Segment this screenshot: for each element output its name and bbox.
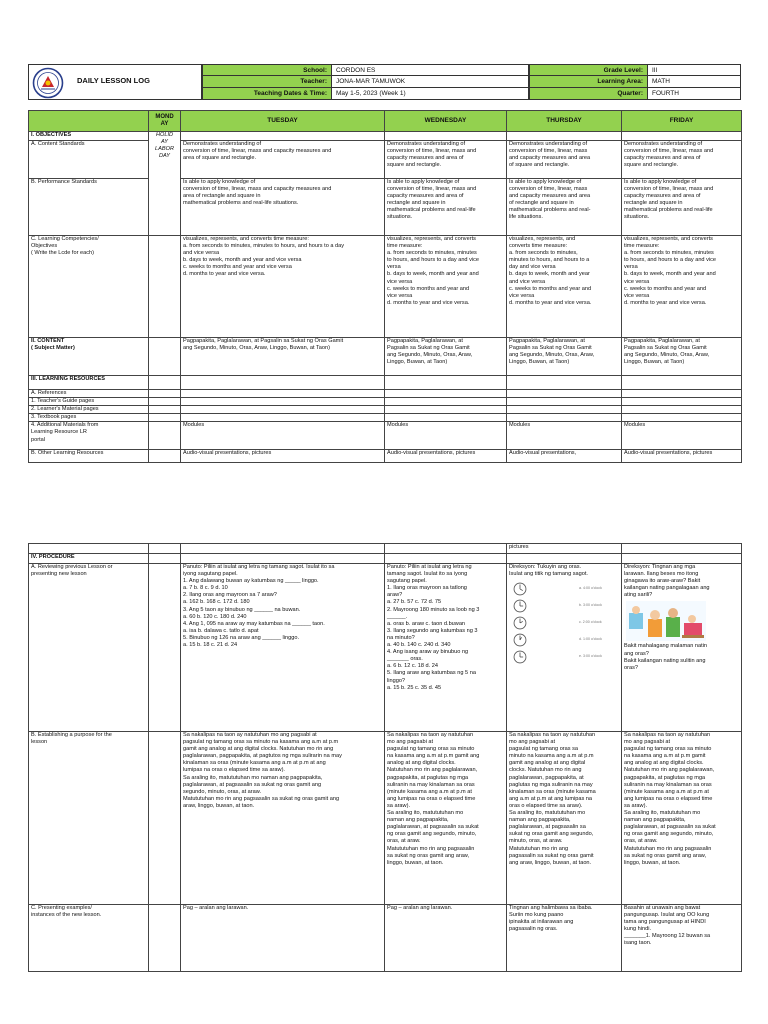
objectives-section-row: [29, 132, 742, 141]
other-resources-thursday: Audio-visual presentations,: [507, 450, 622, 463]
teacher-label: Teacher:: [202, 76, 331, 87]
school-label: School:: [202, 65, 331, 75]
content-standards-tuesday: Demonstrates understanding of conversion of time, linear, mass and capacity measures and area of square and rectangle.: [181, 141, 385, 179]
additional-materials-row: [29, 422, 742, 450]
clock-answer-label: e. 3:00 o'clock: [579, 654, 602, 659]
content-standards-thursday: Demonstrates understanding of conversion of time, linear, mass and capacity measures and area of square and rectangle.: [507, 141, 622, 179]
carryover-row: [29, 544, 742, 554]
tuesday-header: TUESDAY: [181, 111, 385, 132]
content-wednesday: Pagpapakita, Paglalarawan, at Pagsalin sa Sukat ng Oras Gamit ang Segundo, Minuto, Oras, Araw, Linggo, Buwan, at Taon): [385, 338, 507, 376]
teachers-guide-label: 1. Teacher's Guide pages: [29, 398, 149, 406]
grade-label: Grade Level:: [529, 65, 647, 75]
header: [28, 64, 741, 100]
area-label: Learning Area:: [529, 76, 647, 87]
monday-holiday-cell: HOLID AY LABOR DAY: [149, 132, 181, 236]
performance-standards-row: [29, 179, 742, 236]
references-row: [29, 390, 742, 398]
establishing-purpose-label: B. Establishing a purpose for the lesson: [29, 732, 149, 905]
presenting-examples-wednesday: Pag – aralan ang larawan.: [385, 905, 507, 972]
friday-directions: Direksyon: Tingnan ang mga larawan. Ilang beses mo itong ginagawa ito araw-araw? Bakit kailangan nating pangalagaan ang ating sarili?: [624, 564, 710, 599]
analog-clock-icon: [513, 582, 527, 596]
reviewing-lesson-wednesday: Panuto: Piliin at isulat ang letra ng tamang sagot. Isulat ito sa iyong sagutang papel. 1. Ilang oras mayroon sa tatlong araw? a. 27 b. 57 c. 72 d. 75 2. Mayroong 180 minuto sa loob ng 3 ______. a. oras b. araw c. taon d.buwan 3. Ilang segundo ang katumbas ng 3 na minuto? a. 40 b. 140 c. 240 d. 340 4. Ang isang araw ay binubuo ng _______ oras. a. 6 b. 12 c. 18 d. 24 5. Ilang araw ang katumbas ng 5 na linggo? a. 15 b. 25 c. 35 d. 45: [385, 564, 507, 732]
clock-row: [509, 580, 619, 597]
day-header-row: [29, 111, 742, 132]
children-activities-illustration: [626, 601, 706, 641]
clock-answer-label: c. 2:00 o'clock: [579, 620, 602, 625]
competencies-wednesday: visualizes, represents, and converts time measure: a. from seconds to minutes, minutes to hours, and hours to a day and vice versa b. days to week, month and year and vice versa c. weeks to months and year and vice versa d. months to year and vice versa.: [385, 236, 507, 338]
reviewing-lesson-friday: [622, 564, 742, 732]
textbook-row: [29, 414, 742, 422]
clock-figure: [509, 580, 619, 665]
teachers-guide-row: [29, 398, 742, 406]
clock-answer-label: b. 3:00 o'clock: [579, 603, 602, 608]
content-standards-wednesday: Demonstrates understanding of conversion of time, linear, mass and capacity measures and area of square and rectangle.: [385, 141, 507, 179]
performance-standards-label: B. Performance Standards: [29, 179, 149, 236]
analog-clock-icon: [513, 650, 527, 664]
clock-answer-label: d. 1:00 o'clock: [579, 637, 602, 642]
resources-section-row: [29, 376, 742, 390]
references-label: A. References: [29, 390, 149, 398]
teacher-value: JONA-MAR TAMUWOK: [331, 76, 529, 87]
document-title: DAILY LESSON LOG: [77, 76, 150, 85]
wednesday-header: WEDNESDAY: [385, 111, 507, 132]
objectives-section-label: I. OBJECTIVES: [29, 132, 149, 141]
reviewing-lesson-tuesday: Panuto: Piliin at isulat ang letra ng tamang sagot. Isulat ito sa iyong sagutang papel. 1. Ang dalawang buwan ay katumbas ng _____ linggo. a. 7 b. 8 c. 9 d. 10 2. Ilang oras ang mayroon sa 7 araw? a. 162 b. 168 c. 172 d. 180 3. Ang 5 taon ay binubuo ng ______ na buwan. a. 60 b. 120 c. 180 d. 240 4. Ang 1, 095 na araw ay may katumbas na ______ taon. a. isa b. dalawa c. tatlo d. apat 5. Binubuo ng 126 na araw ang ______ linggo. a. 15 b. 18 c. 21 d. 24: [181, 564, 385, 732]
clock-answer-label: a. 4:00 o'clock: [579, 586, 602, 591]
learners-material-row: [29, 406, 742, 414]
performance-standards-thursday: Is able to apply knowledge of conversion of time, linear, mass and capacity measures and area of rectangle and square in mathematical problems and real- life situations.: [507, 179, 622, 236]
content-standards-row: [29, 141, 742, 179]
header-school-info: [202, 64, 529, 100]
reviewing-lesson-label: A. Reviewing previous Lesson or presenting new lesson: [29, 564, 149, 732]
content-friday: Pagpapakita, Paglalarawan, at Pagsalin sa Sukat ng Oras Gamit ang Segundo, Minuto, Oras, Araw, Linggo, Buwan, at Taon): [622, 338, 742, 376]
other-resources-friday: Audio-visual presentations, pictures: [622, 450, 742, 463]
content-row: [29, 338, 742, 376]
additional-materials-friday: Modules: [622, 422, 742, 450]
competencies-tuesday: visualizes, represents, and converts time measure: a. from seconds to minutes, minutes to hours, and hours to a day and vice versa b. days to week, month and year and vice versa c. weeks to months and year and vice versa d. months to year and vice versa.: [181, 236, 385, 338]
school-value: CORDON ES: [331, 65, 529, 75]
learners-material-label: 2. Learner's Material pages: [29, 406, 149, 414]
other-resources-tuesday: Audio-visual presentations, pictures: [181, 450, 385, 463]
competencies-label: C. Learning Competencies/ Objectives ( Write the Lcde for each): [29, 236, 149, 338]
establishing-purpose-row: [29, 732, 742, 905]
content-thursday: Pagpapakita, Paglalarawan, at Pagsalin sa Sukat ng Oras Gamit ang Segundo, Minuto, Oras, Araw, Linggo, Buwan, at Taon): [507, 338, 622, 376]
quarter-label: Quarter:: [529, 88, 647, 99]
analog-clock-icon: [513, 616, 527, 630]
clock-row: [509, 597, 619, 614]
clock-row: [509, 614, 619, 631]
performance-standards-tuesday: Is able to apply knowledge of conversion of time, linear, mass and capacity measures and area of rectangle and square in mathematical problems and real-life situations.: [181, 179, 385, 236]
clock-row: [509, 648, 619, 665]
quarter-value: FOURTH: [647, 88, 741, 99]
clock-row: [509, 631, 619, 648]
performance-standards-friday: Is able to apply knowledge of conversion of time, linear, mass and capacity measures and area of rectangle and square in mathematical problems and real-life situations.: [622, 179, 742, 236]
other-resources-row: [29, 450, 742, 463]
establishing-purpose-wednesday: Sa nakalipas na taon ay natutuhan mo ang pagsabi at pagsulat ng tamang oras sa minuto na kasama ang a.m at p.m gamit ang analog at ang digital clocks. Natutuhan mo rin ang paglalarawan, pagpapakita, at paglutas ng mga suliranin na may kinalaman sa oras (minute kasama ang a.m at p.m at ang lumipas na oras o elapsed time sa araw). Sa araling ito, matututuhan mo naman ang pagpapakita, paglalarawan, at pagsasalin sa sukat ng oras gamit ang segundo, minuto, oras, at araw. Matututuhan mo rin ang pagsasalin sa sukat ng oras gamit ang araw, linggo, buwan, at taon.: [385, 732, 507, 905]
carryover-thursday: pictures: [507, 544, 622, 554]
monday-header: MOND AY: [149, 111, 181, 132]
procedure-table: [28, 543, 742, 972]
header-title-box: [28, 64, 202, 100]
presenting-examples-friday: Basahin at unawain ang bawat pangungusap. Isulat ang OO kung tama ang pangungusap at HINDI kung hindi. _______1. Mayroong 12 buwan sa isang taon.: [622, 905, 742, 972]
presenting-examples-label: C. Presenting examples/ instances of the new lesson.: [29, 905, 149, 972]
thursday-header: THURSDAY: [507, 111, 622, 132]
additional-materials-tuesday: Modules: [181, 422, 385, 450]
objectives-table: [28, 110, 742, 463]
header-grade-info: [529, 64, 741, 100]
content-standards-friday: Demonstrates understanding of conversion of time, linear, mass and capacity measures and area of square and rectangle.: [622, 141, 742, 179]
additional-materials-wednesday: Modules: [385, 422, 507, 450]
establishing-purpose-tuesday: Sa nakalipas na taon ay natutuhan mo ang pagsabi at pagsulat ng tamang oras sa minuto na kasama ang a.m at p.m gamit ang analog at ang digital clocks. Natutuhan mo rin ang paglalarawan, pagpapakita, at pagtutos ng mga sulirarin na may kinalaman sa oras (minute kasama ang a.m at p.m at ang lumipas na oras o elapsed time sa araw). Sa araling ito, matututuhan mo naman ang pagpapakita, paglalarawan, at pagsasalin sa sukat ng oras gamit ang segundo, minuto, oras, at araw. Matututuhan mo rin ang pagsasalin sa sukat ng oras gamit ang araw, linggo, buwan, at taon.: [181, 732, 385, 905]
content-tuesday: Pagpapakita, Paglalarawan, at Pagsalin sa Sukat ng Oras Gamit ang Segundo, Minuto, Oras, Araw, Linggo, Buwan, at Taon): [181, 338, 385, 376]
reviewing-lesson-row: [29, 564, 742, 732]
grade-value: III: [647, 65, 741, 75]
presenting-examples-row: [29, 905, 742, 972]
dates-value: May 1-5, 2023 (Week 1): [331, 88, 529, 99]
dates-label: Teaching Dates & Time:: [202, 88, 331, 99]
other-resources-wednesday: Audio-visual presentations, pictures: [385, 450, 507, 463]
content-standards-label: A. Content Standards: [29, 141, 149, 179]
presenting-examples-thursday: Tingnan ang halimbawa sa ibaba. Suriin mo kung paano ipinakita at inilarawan ang pagsasalin ng oras.: [507, 905, 622, 972]
establishing-purpose-friday: Sa nakalipas na taon ay natutuhan mo ang pagsabi at pagsulat ng tamang oras sa minuto na kasama ang a.m at p.m gamit ang analog at ang digital clocks. Natutuhan mo rin ang paglalarawan, pagpapakita, at paglutas ng mga suliranin na may kinalaman sa oras (minute kasama ang a.m at p.m at ang lumipas na oras o elapsed time sa araw). Sa araling ito, matututuhan mo naman ang pagpapakita, paglalarawan, at pagsasalin sa sukat ng oras gamit ang segundo, minuto, oras, at araw. Matututuhan mo rin ang pagsasalin sa sukat ng oras gamit ang araw, linggo, buwan, at taon.: [622, 732, 742, 905]
friday-questions: Bakit mahalagang malaman natin ang oras? Bakit kailangan nating sulitin ang oras?: [624, 643, 708, 671]
procedure-section-label: IV. PROCEDURE: [29, 554, 149, 564]
blank-header-cell: [29, 111, 149, 132]
thursday-clock-directions: Direksyon: Tukuyin ang oras. Isulat ang titik ng tamang sagot.: [509, 564, 588, 578]
resources-section-label: III. LEARNING RESOURCES: [29, 376, 149, 390]
procedure-section-row: [29, 554, 742, 564]
presenting-examples-tuesday: Pag – aralan ang larawan.: [181, 905, 385, 972]
area-value: MATH: [647, 76, 741, 87]
friday-header: FRIDAY: [622, 111, 742, 132]
analog-clock-icon: [513, 633, 527, 647]
other-resources-label: B. Other Learning Resources: [29, 450, 149, 463]
analog-clock-icon: [513, 599, 527, 613]
competencies-thursday: visualizes, represents, and converts time measure: a. from seconds to minutes, minutes to hours, and hours to a day and vice versa b. days to week, month and year and vice versa c. weeks to months and year and vice versa d. months to year and vice versa.: [507, 236, 622, 338]
performance-standards-wednesday: Is able to apply knowledge of conversion of time, linear, mass and capacity measures and area of rectangle and square in mathematical problems and real-life situations.: [385, 179, 507, 236]
additional-materials-thursday: Modules: [507, 422, 622, 450]
additional-materials-label: 4. Additional Materials from Learning Resource LR portal: [29, 422, 149, 450]
textbook-label: 3. Textbook pages: [29, 414, 149, 422]
content-label: II. CONTENT ( Subject Matter): [29, 338, 149, 376]
establishing-purpose-thursday: Sa nakalipas na taon ay natutuhan mo ang pagsabi at pagsulat ng tamang oras sa minuto na kasama ang a.m at p.m gamit ang analog at ang digital clocks. Natutuhan mo rin ang paglalarawan, pagpapakita, at paglutas ng mga suliranin na may kinalaman sa oras (minute kasama ang a.m at p.m at ang lumipas na oras o elapsed time sa araw). Sa araling ito, matututuhan mo naman ang pagpapakita, paglalarawan, at pagsasalin sa sukat ng oras gamit ang segundo, minuto, oras, at araw. Matututuhan mo rin ang pagsasalin sa sukat ng oras gamit ang araw, linggo, buwan, at taon.: [507, 732, 622, 905]
competencies-row: [29, 236, 742, 338]
reviewing-lesson-thursday: [507, 564, 622, 732]
competencies-friday: visualizes, represents, and converts time measure: a. from seconds to minutes, minutes to hours, and hours to a day and vice versa b. days to week, month and year and vice versa c. weeks to months and year and vice versa d. months to year and vice versa.: [622, 236, 742, 338]
deped-seal-icon: [31, 67, 65, 99]
